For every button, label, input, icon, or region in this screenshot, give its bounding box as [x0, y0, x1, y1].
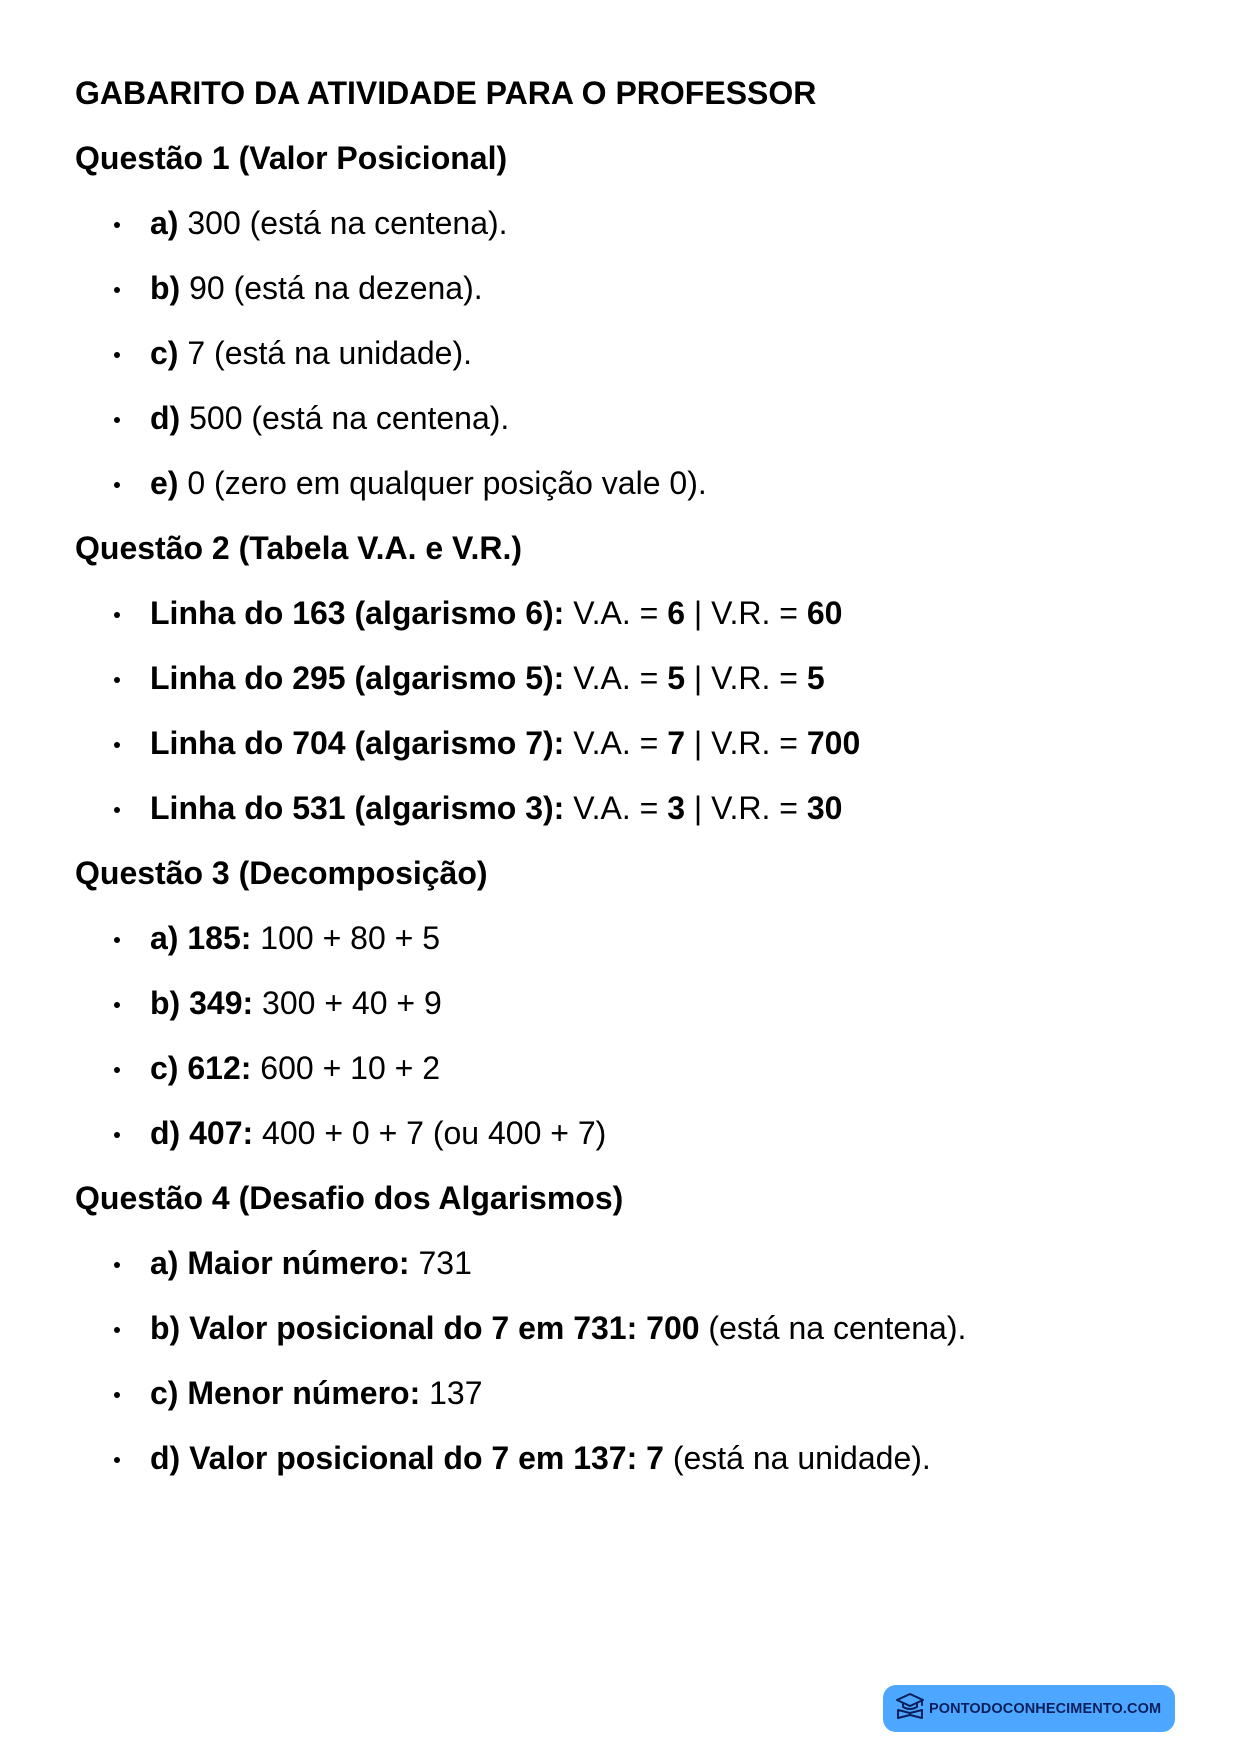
- va-value: 3: [667, 790, 685, 826]
- list-item: [150, 593, 842, 633]
- item-label: e): [150, 465, 179, 501]
- question-3-heading: Questão 3 (Decomposição): [75, 855, 488, 891]
- website-badge: [883, 1685, 1175, 1732]
- item-label: d) 407:: [150, 1115, 254, 1151]
- list-item: [150, 723, 860, 763]
- vr-text: | V.R. =: [685, 790, 807, 826]
- question-2-heading: Questão 2 (Tabela V.A. e V.R.): [75, 530, 522, 566]
- vr-text: | V.R. =: [685, 725, 807, 761]
- item-text: 300 + 40 + 9: [253, 985, 442, 1021]
- va-text: V.A. =: [564, 790, 668, 826]
- va-text: V.A. =: [564, 595, 668, 631]
- graduation-cap-book-icon: [895, 1692, 925, 1725]
- list-item: [150, 918, 440, 958]
- list-item: [150, 1243, 472, 1283]
- item-text: 90 (está na dezena).: [180, 270, 483, 306]
- item-label: Linha do 295 (algarismo 5):: [150, 660, 565, 696]
- item-text: (está na unidade).: [663, 1440, 931, 1476]
- va-value: 6: [667, 595, 685, 631]
- item-text: 137: [420, 1375, 483, 1411]
- item-label: Linha do 163 (algarismo 6):: [150, 595, 565, 631]
- list-item: [150, 1048, 440, 1088]
- item-label: d) Valor posicional do 7 em 137: 7: [150, 1440, 664, 1476]
- item-text: 7 (está na unidade).: [178, 335, 472, 371]
- list-item: [150, 1373, 483, 1413]
- question-1-heading: Questão 1 (Valor Posicional): [75, 140, 508, 176]
- item-label: Linha do 704 (algarismo 7):: [150, 725, 565, 761]
- item-label: c): [150, 335, 179, 371]
- va-text: V.A. =: [564, 660, 668, 696]
- vr-text: | V.R. =: [685, 595, 807, 631]
- va-value: 7: [667, 725, 685, 761]
- va-text: V.A. =: [564, 725, 668, 761]
- item-label: d): [150, 400, 181, 436]
- item-label: b) 349:: [150, 985, 254, 1021]
- item-label: a): [150, 205, 179, 241]
- list-item: [150, 203, 508, 243]
- list-item: [150, 463, 707, 503]
- item-label: Linha do 531 (algarismo 3):: [150, 790, 565, 826]
- list-item: [150, 268, 483, 308]
- document-title: GABARITO DA ATIVIDADE PARA O PROFESSOR: [75, 75, 817, 111]
- item-text: 100 + 80 + 5: [251, 920, 440, 956]
- list-item: [150, 1438, 931, 1478]
- item-text: 500 (está na centena).: [180, 400, 510, 436]
- vr-text: | V.R. =: [685, 660, 807, 696]
- question-4-heading: Questão 4 (Desafio dos Algarismos): [75, 1180, 624, 1216]
- list-item: [150, 1308, 966, 1348]
- item-label: c) 612:: [150, 1050, 252, 1086]
- item-text: 731: [409, 1245, 472, 1281]
- item-text: 400 + 0 + 7 (ou 400 + 7): [253, 1115, 607, 1151]
- vr-value: 5: [806, 660, 825, 696]
- list-item: [150, 983, 442, 1023]
- item-label: a) Maior número:: [150, 1245, 410, 1281]
- item-text: 300 (está na centena).: [178, 205, 508, 241]
- list-item: [150, 333, 472, 373]
- vr-value: 700: [806, 725, 861, 761]
- item-label: a) 185:: [150, 920, 252, 956]
- item-text: 600 + 10 + 2: [251, 1050, 440, 1086]
- list-item: [150, 1113, 606, 1153]
- va-value: 5: [667, 660, 685, 696]
- item-label: b): [150, 270, 181, 306]
- item-text: 0 (zero em qualquer posição vale 0).: [178, 465, 707, 501]
- vr-value: 60: [806, 595, 843, 631]
- list-item: [150, 788, 842, 828]
- item-label: b) Valor posicional do 7 em 731: 700: [150, 1310, 700, 1346]
- list-item: [150, 658, 825, 698]
- item-text: (está na centena).: [699, 1310, 967, 1346]
- item-label: c) Menor número:: [150, 1375, 421, 1411]
- list-item: [150, 398, 509, 438]
- vr-value: 30: [806, 790, 843, 826]
- website-name: PONTODOCONHECIMENTO.COM: [929, 1700, 1162, 1717]
